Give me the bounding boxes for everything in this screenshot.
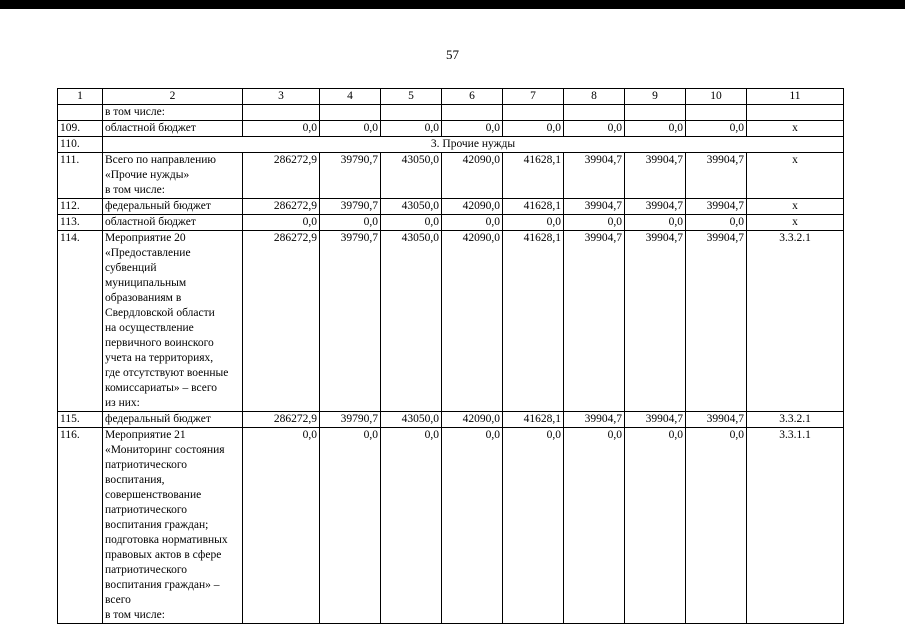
budget-table: [57, 88, 844, 624]
header-cell: 4: [320, 89, 381, 105]
value-cell-col-4: 39790,7: [320, 412, 381, 428]
value-cell-col-5: 43050,0: [381, 199, 442, 215]
item-name-line: Свердловской области: [105, 307, 215, 319]
table-row: [58, 105, 844, 121]
value-cell-col-4: [320, 105, 381, 121]
item-name-line: в том числе:: [105, 184, 165, 196]
item-name-line: первичного воинского: [105, 337, 214, 349]
item-name-line: на осуществление: [105, 322, 194, 334]
value-cell-col-10: 0,0: [686, 215, 747, 231]
value-cell-col-6: 42090,0: [442, 231, 503, 412]
row-number-cell: 115.: [58, 412, 103, 428]
reference-cell: 3.3.1.1: [747, 428, 844, 624]
item-name-line: правовых актов в сфере: [105, 549, 222, 561]
reference-cell: х: [747, 199, 844, 215]
value-cell-col-4: 0,0: [320, 428, 381, 624]
item-name-line: всего: [105, 594, 131, 606]
value-cell-col-9: 39904,7: [625, 199, 686, 215]
item-name-line: Мероприятие 21: [105, 429, 186, 441]
value-cell-col-9: 39904,7: [625, 231, 686, 412]
value-cell-col-3: 286272,9: [243, 412, 320, 428]
item-name-line: патриотического: [105, 504, 188, 516]
item-name-line: Мероприятие 20: [105, 232, 186, 244]
value-cell-col-5: [381, 105, 442, 121]
value-cell-col-5: 0,0: [381, 428, 442, 624]
value-cell-col-7: 0,0: [503, 428, 564, 624]
value-cell-col-7: 41628,1: [503, 412, 564, 428]
item-name-cell: [103, 121, 243, 137]
value-cell-col-4: 39790,7: [320, 199, 381, 215]
value-cell-col-7: 41628,1: [503, 199, 564, 215]
row-number-cell: 113.: [58, 215, 103, 231]
item-name-line: субвенций: [105, 262, 157, 274]
reference-cell: 3.3.2.1: [747, 231, 844, 412]
value-cell-col-8: 39904,7: [564, 231, 625, 412]
row-number-cell: 116.: [58, 428, 103, 624]
scan-top-border: [0, 0, 905, 9]
section-title-cell: 3. Прочие нужды: [103, 137, 844, 153]
item-name-line: совершенствование: [105, 489, 202, 501]
value-cell-col-10: 0,0: [686, 121, 747, 137]
value-cell-col-6: 0,0: [442, 428, 503, 624]
item-name-line: областной бюджет: [105, 122, 196, 134]
value-cell-col-10: 39904,7: [686, 153, 747, 199]
value-cell-col-10: 39904,7: [686, 199, 747, 215]
item-name-cell: [103, 105, 243, 121]
value-cell-col-5: 43050,0: [381, 412, 442, 428]
item-name-cell: [103, 231, 243, 412]
page-number: 57: [446, 47, 459, 62]
value-cell-col-9: 39904,7: [625, 412, 686, 428]
table-row: [58, 121, 844, 137]
item-name-line: где отсутствуют военные: [105, 367, 229, 379]
value-cell-col-6: [442, 105, 503, 121]
table-row: [58, 199, 844, 215]
item-name-line: патриотического: [105, 564, 188, 576]
header-cell: 10: [686, 89, 747, 105]
section-row: [58, 137, 844, 153]
table-row: [58, 412, 844, 428]
reference-cell: х: [747, 215, 844, 231]
value-cell-col-10: 39904,7: [686, 231, 747, 412]
item-name-line: областной бюджет: [105, 216, 196, 228]
value-cell-col-3: 0,0: [243, 215, 320, 231]
header-cell: 7: [503, 89, 564, 105]
value-cell-col-8: 0,0: [564, 215, 625, 231]
table-row: [58, 153, 844, 199]
value-cell-col-3: 286272,9: [243, 199, 320, 215]
item-name-line: из них:: [105, 397, 140, 409]
value-cell-col-6: 0,0: [442, 215, 503, 231]
item-name-cell: [103, 199, 243, 215]
header-cell: 11: [747, 89, 844, 105]
value-cell-col-5: 43050,0: [381, 153, 442, 199]
item-name-line: федеральный бюджет: [105, 413, 211, 425]
item-name-line: Всего по направлению: [105, 154, 216, 166]
value-cell-col-7: 0,0: [503, 121, 564, 137]
value-cell-col-6: 42090,0: [442, 153, 503, 199]
value-cell-col-3: 286272,9: [243, 153, 320, 199]
row-number-cell: 111.: [58, 153, 103, 199]
header-row: [58, 89, 844, 105]
value-cell-col-8: 0,0: [564, 428, 625, 624]
value-cell-col-4: 0,0: [320, 215, 381, 231]
value-cell-col-8: 0,0: [564, 121, 625, 137]
value-cell-col-4: 0,0: [320, 121, 381, 137]
item-name-line: федеральный бюджет: [105, 200, 211, 212]
value-cell-col-3: 286272,9: [243, 231, 320, 412]
value-cell-col-5: 0,0: [381, 215, 442, 231]
item-name-cell: [103, 153, 243, 199]
item-name-line: воспитания граждан» –: [105, 579, 220, 591]
header-cell: 6: [442, 89, 503, 105]
value-cell-col-8: 39904,7: [564, 153, 625, 199]
table-row: [58, 215, 844, 231]
value-cell-col-3: [243, 105, 320, 121]
item-name-cell: [103, 428, 243, 624]
item-name-line: муниципальным: [105, 277, 187, 289]
table-body: [58, 89, 844, 624]
value-cell-col-3: 0,0: [243, 121, 320, 137]
value-cell-col-7: 41628,1: [503, 231, 564, 412]
row-number-cell: 109.: [58, 121, 103, 137]
reference-cell: 3.3.2.1: [747, 412, 844, 428]
item-name-line: «Мониторинг состояния: [105, 444, 225, 456]
value-cell-col-9: 0,0: [625, 428, 686, 624]
value-cell-col-10: 0,0: [686, 428, 747, 624]
value-cell-col-9: 0,0: [625, 121, 686, 137]
item-name-cell: [103, 215, 243, 231]
header-cell: 2: [103, 89, 243, 105]
value-cell-col-7: [503, 105, 564, 121]
value-cell-col-10: [686, 105, 747, 121]
header-cell: 5: [381, 89, 442, 105]
value-cell-col-9: 39904,7: [625, 153, 686, 199]
header-cell: 9: [625, 89, 686, 105]
item-name-line: «Предоставление: [105, 247, 191, 259]
item-name-line: в том числе:: [105, 609, 165, 621]
header-cell: 8: [564, 89, 625, 105]
value-cell-col-10: 39904,7: [686, 412, 747, 428]
row-number-cell: [58, 105, 103, 121]
reference-cell: [747, 105, 844, 121]
item-name-line: учета на территориях,: [105, 352, 214, 364]
item-name-line: воспитания,: [105, 474, 165, 486]
table-row: [58, 231, 844, 412]
value-cell-col-8: 39904,7: [564, 412, 625, 428]
row-number-cell: 112.: [58, 199, 103, 215]
row-number-cell: 110.: [58, 137, 103, 153]
value-cell-col-4: 39790,7: [320, 231, 381, 412]
value-cell-col-5: 43050,0: [381, 231, 442, 412]
value-cell-col-6: 0,0: [442, 121, 503, 137]
item-name-line: патриотического: [105, 459, 188, 471]
item-name-line: подготовка нормативных: [105, 534, 228, 546]
value-cell-col-6: 42090,0: [442, 412, 503, 428]
value-cell-col-6: 42090,0: [442, 199, 503, 215]
reference-cell: х: [747, 121, 844, 137]
value-cell-col-8: [564, 105, 625, 121]
item-name-line: «Прочие нужды»: [105, 169, 190, 181]
value-cell-col-5: 0,0: [381, 121, 442, 137]
value-cell-col-3: 0,0: [243, 428, 320, 624]
value-cell-col-9: 0,0: [625, 215, 686, 231]
item-name-line: воспитания граждан;: [105, 519, 209, 531]
header-cell: 1: [58, 89, 103, 105]
row-number-cell: 114.: [58, 231, 103, 412]
item-name-line: комиссариаты» – всего: [105, 382, 218, 394]
header-cell: 3: [243, 89, 320, 105]
item-name-line: образованиям в: [105, 292, 182, 304]
value-cell-col-9: [625, 105, 686, 121]
item-name-line: в том числе:: [105, 106, 165, 118]
table-row: [58, 428, 844, 624]
reference-cell: х: [747, 153, 844, 199]
value-cell-col-7: 0,0: [503, 215, 564, 231]
item-name-cell: [103, 412, 243, 428]
value-cell-col-7: 41628,1: [503, 153, 564, 199]
value-cell-col-4: 39790,7: [320, 153, 381, 199]
value-cell-col-8: 39904,7: [564, 199, 625, 215]
